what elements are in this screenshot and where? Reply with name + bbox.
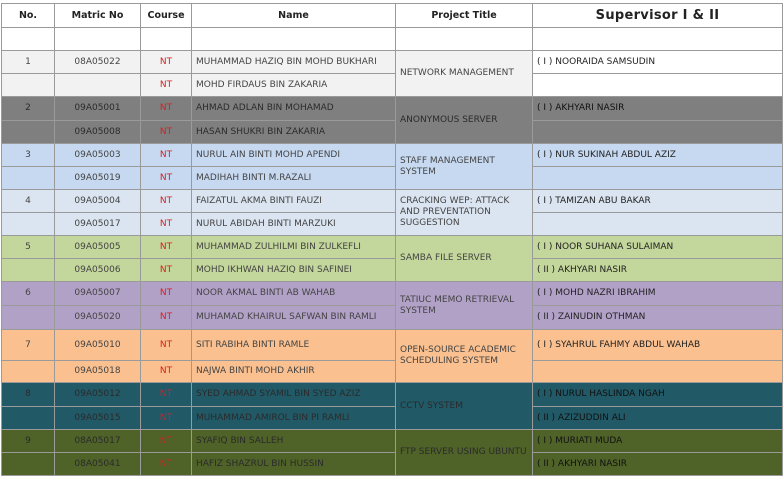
- header-project-title: Project Title: [396, 4, 533, 28]
- blank-cell: [2, 28, 55, 51]
- supervisor-cell: [533, 361, 783, 383]
- student-name-cell: HAFIZ SHAZRUL BIN HUSSIN: [192, 453, 396, 476]
- header-row: [2, 4, 783, 28]
- supervisor-cell: [533, 213, 783, 236]
- header-name: Name: [192, 4, 396, 28]
- table-row: [2, 453, 783, 476]
- course-cell: NT: [141, 259, 192, 282]
- course-cell: NT: [141, 453, 192, 476]
- matric-no-cell: 09A05007: [55, 282, 141, 306]
- table-row: [2, 383, 783, 407]
- matric-no-cell: 08A05041: [55, 453, 141, 476]
- supervisor-cell: [533, 74, 783, 97]
- course-cell: NT: [141, 51, 192, 74]
- course-cell: NT: [141, 407, 192, 430]
- course-cell: NT: [141, 121, 192, 144]
- course-cell: NT: [141, 361, 192, 383]
- project-title-cell: NETWORK MANAGEMENT: [396, 51, 533, 97]
- matric-no-cell: 09A05018: [55, 361, 141, 383]
- header-supervisor: Supervisor I & II: [533, 4, 783, 28]
- matric-no-cell: 09A05019: [55, 167, 141, 190]
- table-row: [2, 259, 783, 282]
- project-supervisor-table: [1, 3, 783, 476]
- group-number-cell: 9: [2, 430, 55, 453]
- course-cell: NT: [141, 306, 192, 330]
- student-name-cell: HASAN SHUKRI BIN ZAKARIA: [192, 121, 396, 144]
- group-number-cell: [2, 121, 55, 144]
- supervisor-cell: [533, 167, 783, 190]
- student-name-cell: NAJWA BINTI MOHD AKHIR: [192, 361, 396, 383]
- matric-no-cell: 09A05004: [55, 190, 141, 213]
- blank-cell: [141, 28, 192, 51]
- blank-cell: [396, 28, 533, 51]
- supervisor-cell: ( I ) NOOR SUHANA SULAIMAN: [533, 236, 783, 259]
- matric-no-cell: 09A05012: [55, 383, 141, 407]
- table-row: [2, 51, 783, 74]
- project-title-cell: SAMBA FILE SERVER: [396, 236, 533, 282]
- table-row: [2, 144, 783, 167]
- supervisor-cell: ( I ) SYAHRUL FAHMY ABDUL WAHAB: [533, 330, 783, 361]
- matric-no-cell: 08A05022: [55, 51, 141, 74]
- matric-no-cell: [55, 74, 141, 97]
- student-name-cell: FAIZATUL AKMA BINTI FAUZI: [192, 190, 396, 213]
- table-row: [2, 236, 783, 259]
- supervisor-cell: ( I ) NOORAIDA SAMSUDIN: [533, 51, 783, 74]
- table-row: [2, 330, 783, 361]
- matric-no-cell: 09A05005: [55, 236, 141, 259]
- project-title-cell: ANONYMOUS SERVER: [396, 97, 533, 144]
- supervisor-cell: ( I ) TAMIZAN ABU BAKAR: [533, 190, 783, 213]
- student-name-cell: SYAFIQ BIN SALLEH: [192, 430, 396, 453]
- course-cell: NT: [141, 213, 192, 236]
- matric-no-cell: 09A05001: [55, 97, 141, 121]
- blank-cell: [192, 28, 396, 51]
- group-number-cell: 8: [2, 383, 55, 407]
- student-name-cell: AHMAD ADLAN BIN MOHAMAD: [192, 97, 396, 121]
- student-name-cell: MUHAMMAD AMIROL BIN PI RAMLI: [192, 407, 396, 430]
- group-number-cell: 3: [2, 144, 55, 167]
- course-cell: NT: [141, 383, 192, 407]
- student-name-cell: MOHD FIRDAUS BIN ZAKARIA: [192, 74, 396, 97]
- table-row: [2, 361, 783, 383]
- matric-no-cell: 09A05006: [55, 259, 141, 282]
- course-cell: NT: [141, 330, 192, 361]
- group-number-cell: [2, 213, 55, 236]
- supervisor-cell: ( II ) AZIZUDDIN ALI: [533, 407, 783, 430]
- supervisor-cell: ( I ) MOHD NAZRI IBRAHIM: [533, 282, 783, 306]
- group-number-cell: 7: [2, 330, 55, 361]
- project-title-cell: TATIUC MEMO RETRIEVAL SYSTEM: [396, 282, 533, 330]
- student-name-cell: MOHD IKHWAN HAZIQ BIN SAFINEI: [192, 259, 396, 282]
- table-row: [2, 97, 783, 121]
- header-matric-part-b: ic No: [96, 10, 124, 21]
- project-title-cell: CRACKING WEP: ATTACK AND PREVENTATION SUGGESTION: [396, 190, 533, 236]
- group-number-cell: 2: [2, 97, 55, 121]
- supervisor-cell: ( I ) NUR SUKINAH ABDUL AZIZ: [533, 144, 783, 167]
- supervisor-cell: [533, 121, 783, 144]
- group-number-cell: [2, 407, 55, 430]
- table-row: [2, 121, 783, 144]
- header-matric-part-a: Matr: [71, 10, 97, 21]
- table-row: [2, 190, 783, 213]
- group-number-cell: [2, 259, 55, 282]
- supervisor-cell: ( I ) MURIATI MUDA: [533, 430, 783, 453]
- table-row: [2, 167, 783, 190]
- student-name-cell: MADIHAH BINTI M.RAZALI: [192, 167, 396, 190]
- supervisor-cell: ( II ) AKHYARI NASIR: [533, 259, 783, 282]
- course-cell: NT: [141, 430, 192, 453]
- group-number-cell: 5: [2, 236, 55, 259]
- supervisor-cell: ( I ) NURUL HASLINDA NGAH: [533, 383, 783, 407]
- student-name-cell: MUHAMMAD HAZIQ BIN MOHD BUKHARI: [192, 51, 396, 74]
- course-cell: NT: [141, 167, 192, 190]
- table-row: [2, 213, 783, 236]
- table-row: [2, 407, 783, 430]
- project-title-cell: CCTV SYSTEM: [396, 383, 533, 430]
- project-title-cell: STAFF MANAGEMENT SYSTEM: [396, 144, 533, 190]
- student-name-cell: MUHAMAD KHAIRUL SAFWAN BIN RAMLI: [192, 306, 396, 330]
- course-cell: NT: [141, 282, 192, 306]
- student-name-cell: NURUL AIN BINTI MOHD APENDI: [192, 144, 396, 167]
- matric-no-cell: 09A05008: [55, 121, 141, 144]
- group-number-cell: [2, 74, 55, 97]
- group-number-cell: [2, 361, 55, 383]
- project-title-cell: FTP SERVER USING UBUNTU: [396, 430, 533, 476]
- course-cell: NT: [141, 74, 192, 97]
- matric-no-cell: 08A05017: [55, 430, 141, 453]
- supervisor-cell: ( II ) ZAINUDIN OTHMAN: [533, 306, 783, 330]
- table-row: [2, 306, 783, 330]
- student-name-cell: SITI RABIHA BINTI RAMLE: [192, 330, 396, 361]
- matric-no-cell: 09A05003: [55, 144, 141, 167]
- matric-no-cell: 09A05017: [55, 213, 141, 236]
- supervisor-cell: ( II ) AKHYARI NASIR: [533, 453, 783, 476]
- student-name-cell: SYED AHMAD SYAMIL BIN SYED AZIZ: [192, 383, 396, 407]
- matric-no-cell: 09A05020: [55, 306, 141, 330]
- course-cell: NT: [141, 97, 192, 121]
- course-cell: NT: [141, 236, 192, 259]
- supervisor-cell: ( I ) AKHYARI NASIR: [533, 97, 783, 121]
- student-name-cell: NURUL ABIDAH BINTI MARZUKI: [192, 213, 396, 236]
- project-title-cell: OPEN-SOURCE ACADEMIC SCHEDULING SYSTEM: [396, 330, 533, 383]
- header-no: No.: [2, 4, 55, 28]
- course-cell: NT: [141, 190, 192, 213]
- student-name-cell: NOOR AKMAL BINTI AB WAHAB: [192, 282, 396, 306]
- blank-cell: [533, 28, 783, 51]
- group-number-cell: [2, 453, 55, 476]
- header-matric-no: [55, 4, 141, 28]
- group-number-cell: [2, 167, 55, 190]
- student-name-cell: MUHAMMAD ZULHILMI BIN ZULKEFLI: [192, 236, 396, 259]
- table-row: [2, 74, 783, 97]
- blank-cell: [55, 28, 141, 51]
- header-course: Course: [141, 4, 192, 28]
- matric-no-cell: 09A05015: [55, 407, 141, 430]
- matric-no-cell: 09A05010: [55, 330, 141, 361]
- group-number-cell: 6: [2, 282, 55, 306]
- course-cell: NT: [141, 144, 192, 167]
- table-body: [2, 51, 783, 476]
- table-row: [2, 430, 783, 453]
- table-row: [2, 282, 783, 306]
- group-number-cell: 1: [2, 51, 55, 74]
- blank-row: [2, 28, 783, 51]
- group-number-cell: 4: [2, 190, 55, 213]
- group-number-cell: [2, 306, 55, 330]
